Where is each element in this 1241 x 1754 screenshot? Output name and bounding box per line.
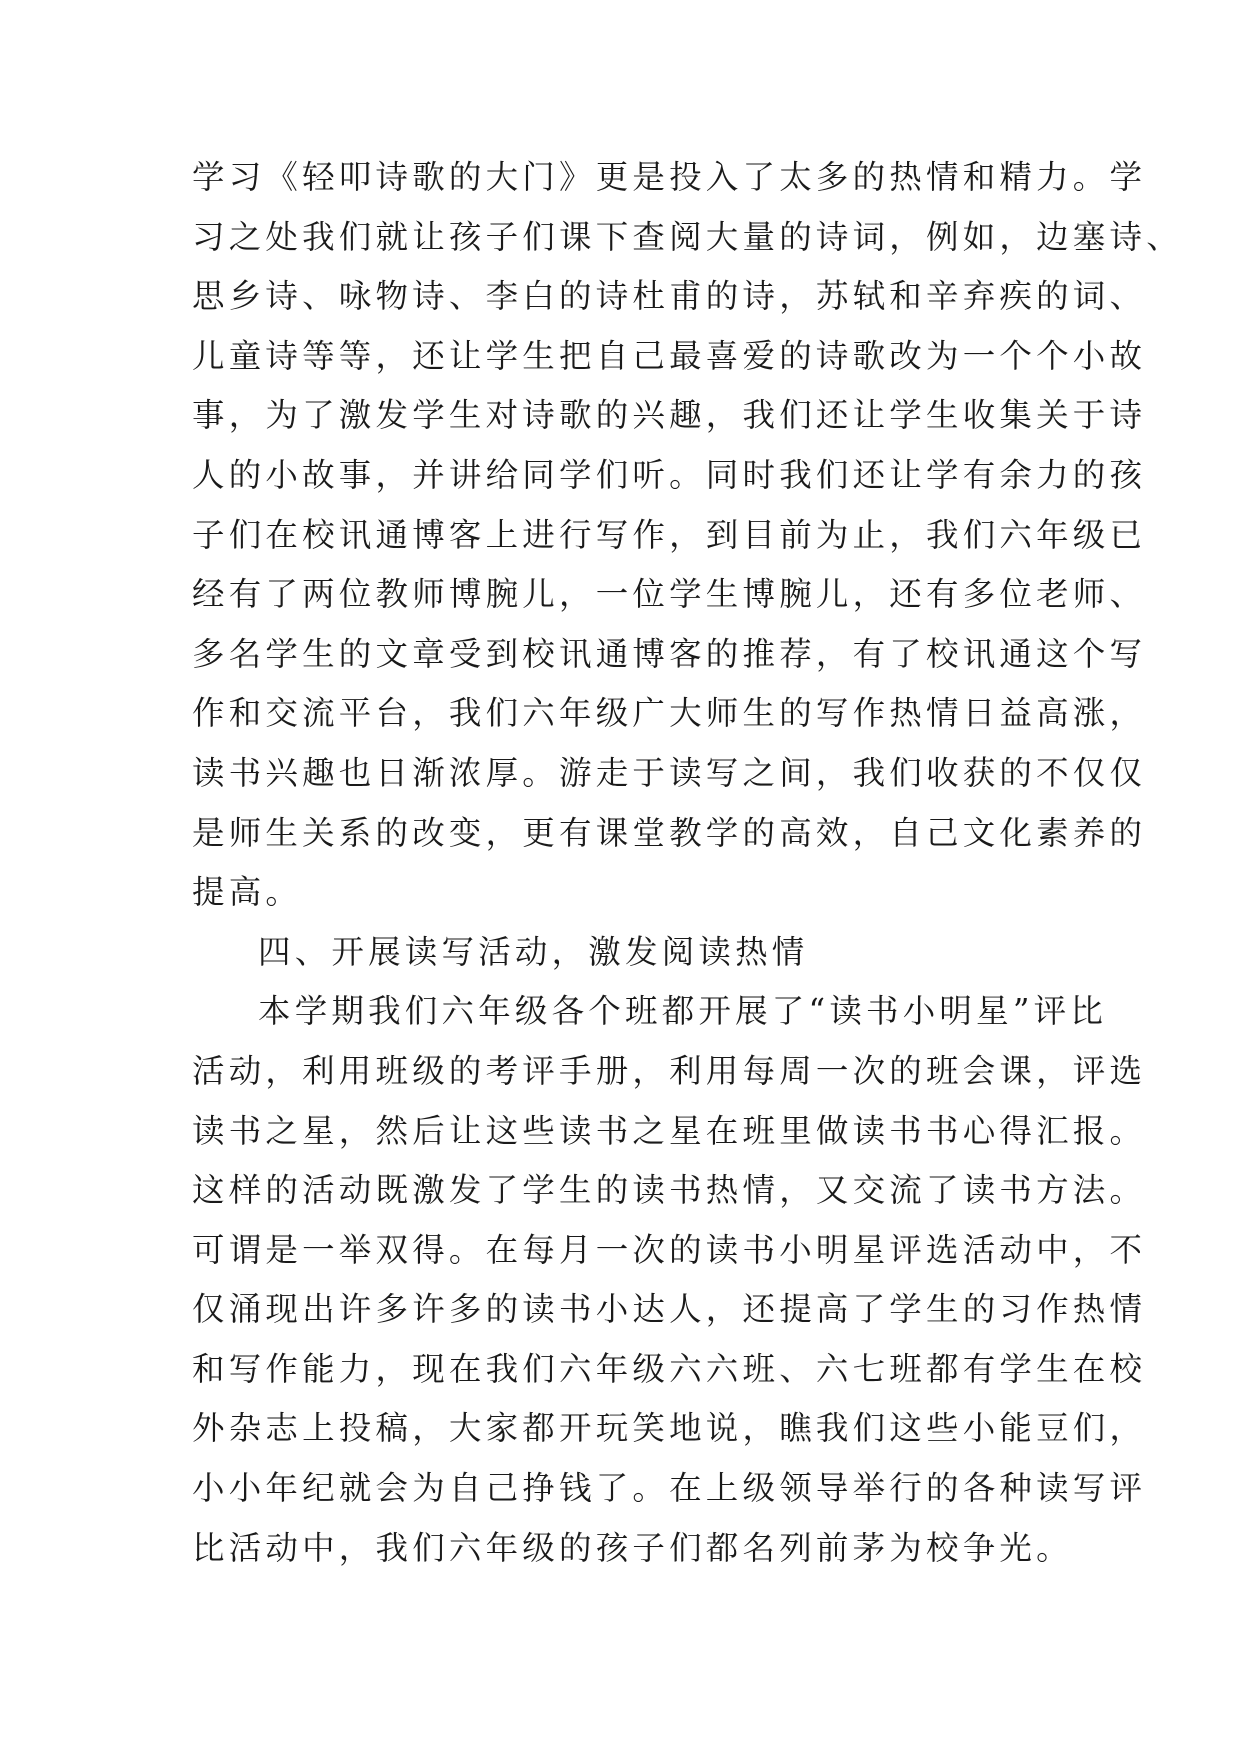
text-line: 作和交流平台，我们六年级广大师生的写作热情日益高涨，	[192, 694, 1147, 733]
text-line: 儿童诗等等，还让学生把自己最喜爱的诗歌改为一个个小故	[192, 336, 1147, 375]
text-line: 经有了两位教师博腕儿，一位学生博腕儿，还有多位老师、	[192, 575, 1147, 614]
text-line: 习之处我们就让孩子们课下查阅大量的诗词，例如，边塞诗、	[192, 217, 1183, 256]
text-line: 人的小故事，并讲给同学们听。同时我们还让学有余力的孩	[192, 455, 1147, 494]
text-line: 子们在校讯通博客上进行写作，到目前为止，我们六年级已	[192, 515, 1147, 554]
text-line: 多名学生的文章受到校讯通博客的推荐，有了校讯通这个写	[192, 634, 1147, 673]
text-line: 本学期我们六年级各个班都开展了“读书小明星”评比	[258, 992, 1108, 1031]
paragraph-reading-poetry	[192, 148, 1183, 923]
section-heading: 四、开展读写活动，激发阅读热情	[258, 932, 809, 971]
text-line: 思乡诗、咏物诗、李白的诗杜甫的诗，苏轼和辛弃疾的词、	[192, 277, 1147, 316]
text-line: 读书之星，然后让这些读书之星在班里做读书书心得汇报。	[192, 1111, 1147, 1150]
text-line: 事，为了激发学生对诗歌的兴趣，我们还让学生收集关于诗	[192, 396, 1147, 435]
text-line: 学习《轻叩诗歌的大门》更是投入了太多的热情和精力。学	[192, 158, 1147, 196]
text-line: 小小年纪就会为自己挣钱了。在上级领导举行的各种读写评	[192, 1469, 1147, 1508]
text-line: 是师生关系的改变，更有课堂教学的高效，自己文化素养的	[192, 813, 1147, 852]
text-line: 提高。	[192, 873, 303, 912]
body-text	[192, 148, 1183, 1578]
text-line: 仅涌现出许多许多的读书小达人，还提高了学生的习作热情	[192, 1290, 1147, 1329]
text-line: 外杂志上投稿，大家都开玩笑地说，瞧我们这些小能豆们，	[192, 1409, 1147, 1448]
text-line: 这样的活动既激发了学生的读书热情，又交流了读书方法。	[192, 1171, 1147, 1210]
text-line: 读书兴趣也日渐浓厚。游走于读写之间，我们收获的不仅仅	[192, 753, 1147, 792]
text-line: 和写作能力，现在我们六年级六六班、六七班都有学生在校	[192, 1349, 1147, 1388]
text-line: 可谓是一举双得。在每月一次的读书小明星评选活动中，不	[192, 1230, 1147, 1269]
text-line: 比活动中，我们六年级的孩子们都名列前茅为校争光。	[192, 1528, 1073, 1567]
paragraph-reading-activities	[192, 982, 1147, 1578]
text-line: 活动，利用班级的考评手册，利用每周一次的班会课，评选	[192, 1051, 1147, 1090]
